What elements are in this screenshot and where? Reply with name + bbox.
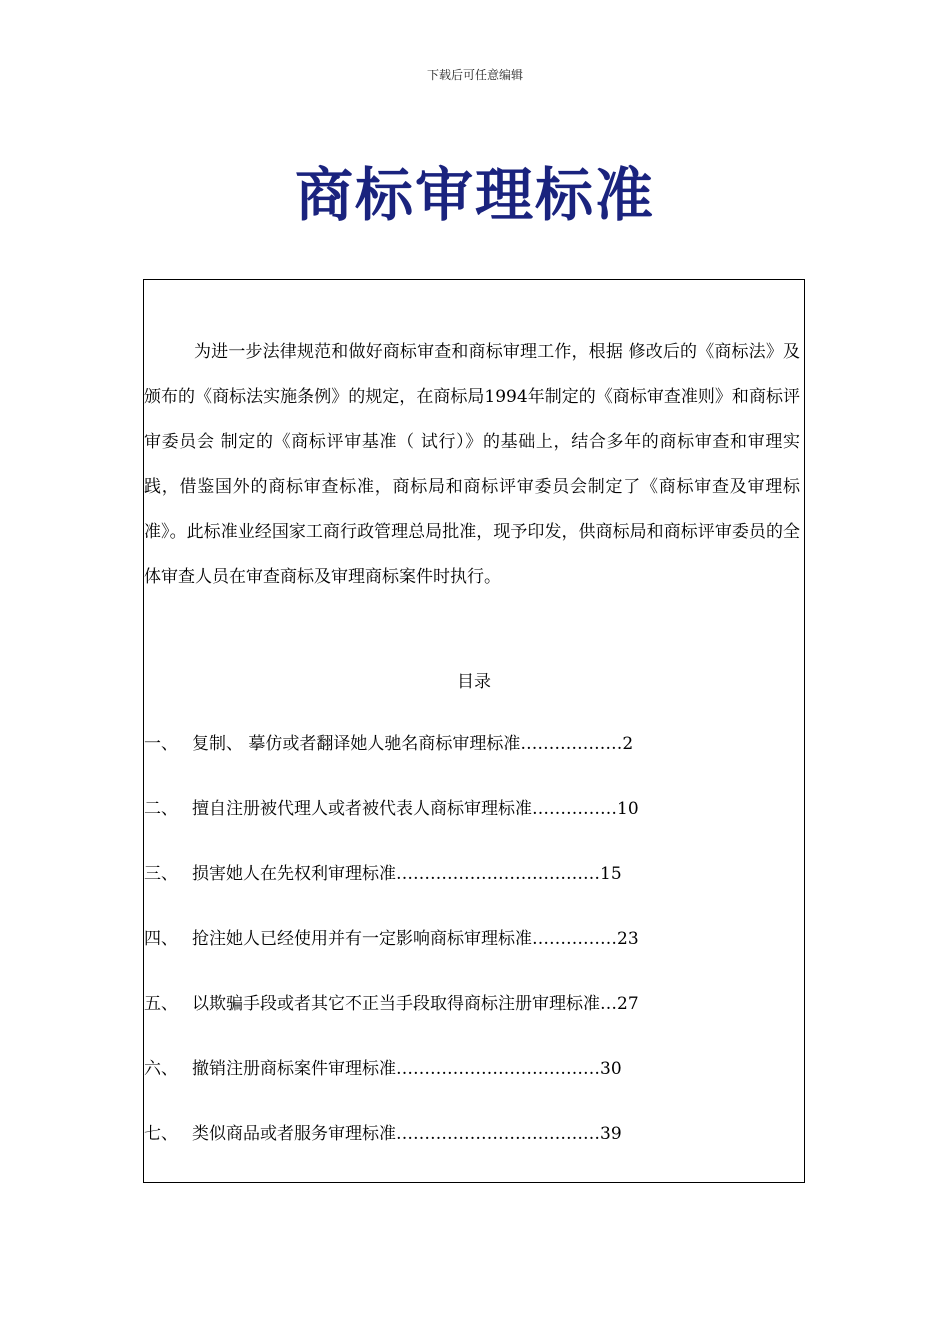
toc-item-number: 一、	[144, 734, 178, 754]
toc-item[interactable]	[144, 992, 804, 1057]
toc-item[interactable]	[144, 1057, 804, 1122]
document-title: 商标审理标准	[294, 161, 655, 229]
toc-item-text: 复制、 摹仿或者翻译她人驰名商标审理标准………………2	[192, 734, 634, 754]
toc-item[interactable]	[144, 862, 804, 927]
toc-item-text: 以欺骗手段或者其它不正当手段取得商标注册审理标准…27	[192, 994, 639, 1014]
toc-item-text: 损害她人在先权利审理标准………………………………15	[192, 864, 622, 884]
toc-item-text: 撤销注册商标案件审理标准………………………………30	[192, 1059, 622, 1079]
toc-heading: 目录	[457, 672, 491, 692]
toc-item-text: 擅自注册被代理人或者被代表人商标审理标准……………10	[192, 799, 639, 819]
toc-item[interactable]	[144, 732, 804, 797]
toc-item-number: 三、	[144, 864, 178, 884]
toc-item-number: 五、	[144, 994, 178, 1014]
toc-item[interactable]	[144, 1122, 804, 1187]
toc-item-text: 类似商品或者服务审理标准………………………………39	[192, 1124, 622, 1144]
toc-item-number: 七、	[144, 1124, 178, 1144]
content-box	[143, 279, 817, 1183]
toc-item-number: 六、	[144, 1059, 178, 1079]
toc-item[interactable]	[144, 927, 804, 992]
header-note: 下载后可任意编辑	[426, 68, 523, 82]
toc-item[interactable]	[144, 797, 804, 862]
table-of-contents	[144, 732, 804, 1187]
toc-item-number: 四、	[144, 929, 178, 949]
toc-item-number: 二、	[144, 799, 178, 819]
toc-item-text: 抢注她人已经使用并有一定影响商标审理标准……………23	[192, 929, 639, 949]
intro-paragraph: 为进一步法律规范和做好商标审查和商标审理工作，根据 修改后的《商标法》及 颁布的《商标法实施条例》的规定，在商标局1994年制定的《商标审查准则》和商标评审委员会 制定的《商标评审基准（ 试行）》的基础上，结合多年的商标审查和审理实践，借鉴国外的商标审查标准，商标局和商标评审委员会制定了《商标审查及审理标准》。此标准业经国家工商行政管理总局批准，现予印发，供商标局和商标评审委员的全体审查人员在审查商标及审理商标案件时执行。	[144, 342, 817, 587]
